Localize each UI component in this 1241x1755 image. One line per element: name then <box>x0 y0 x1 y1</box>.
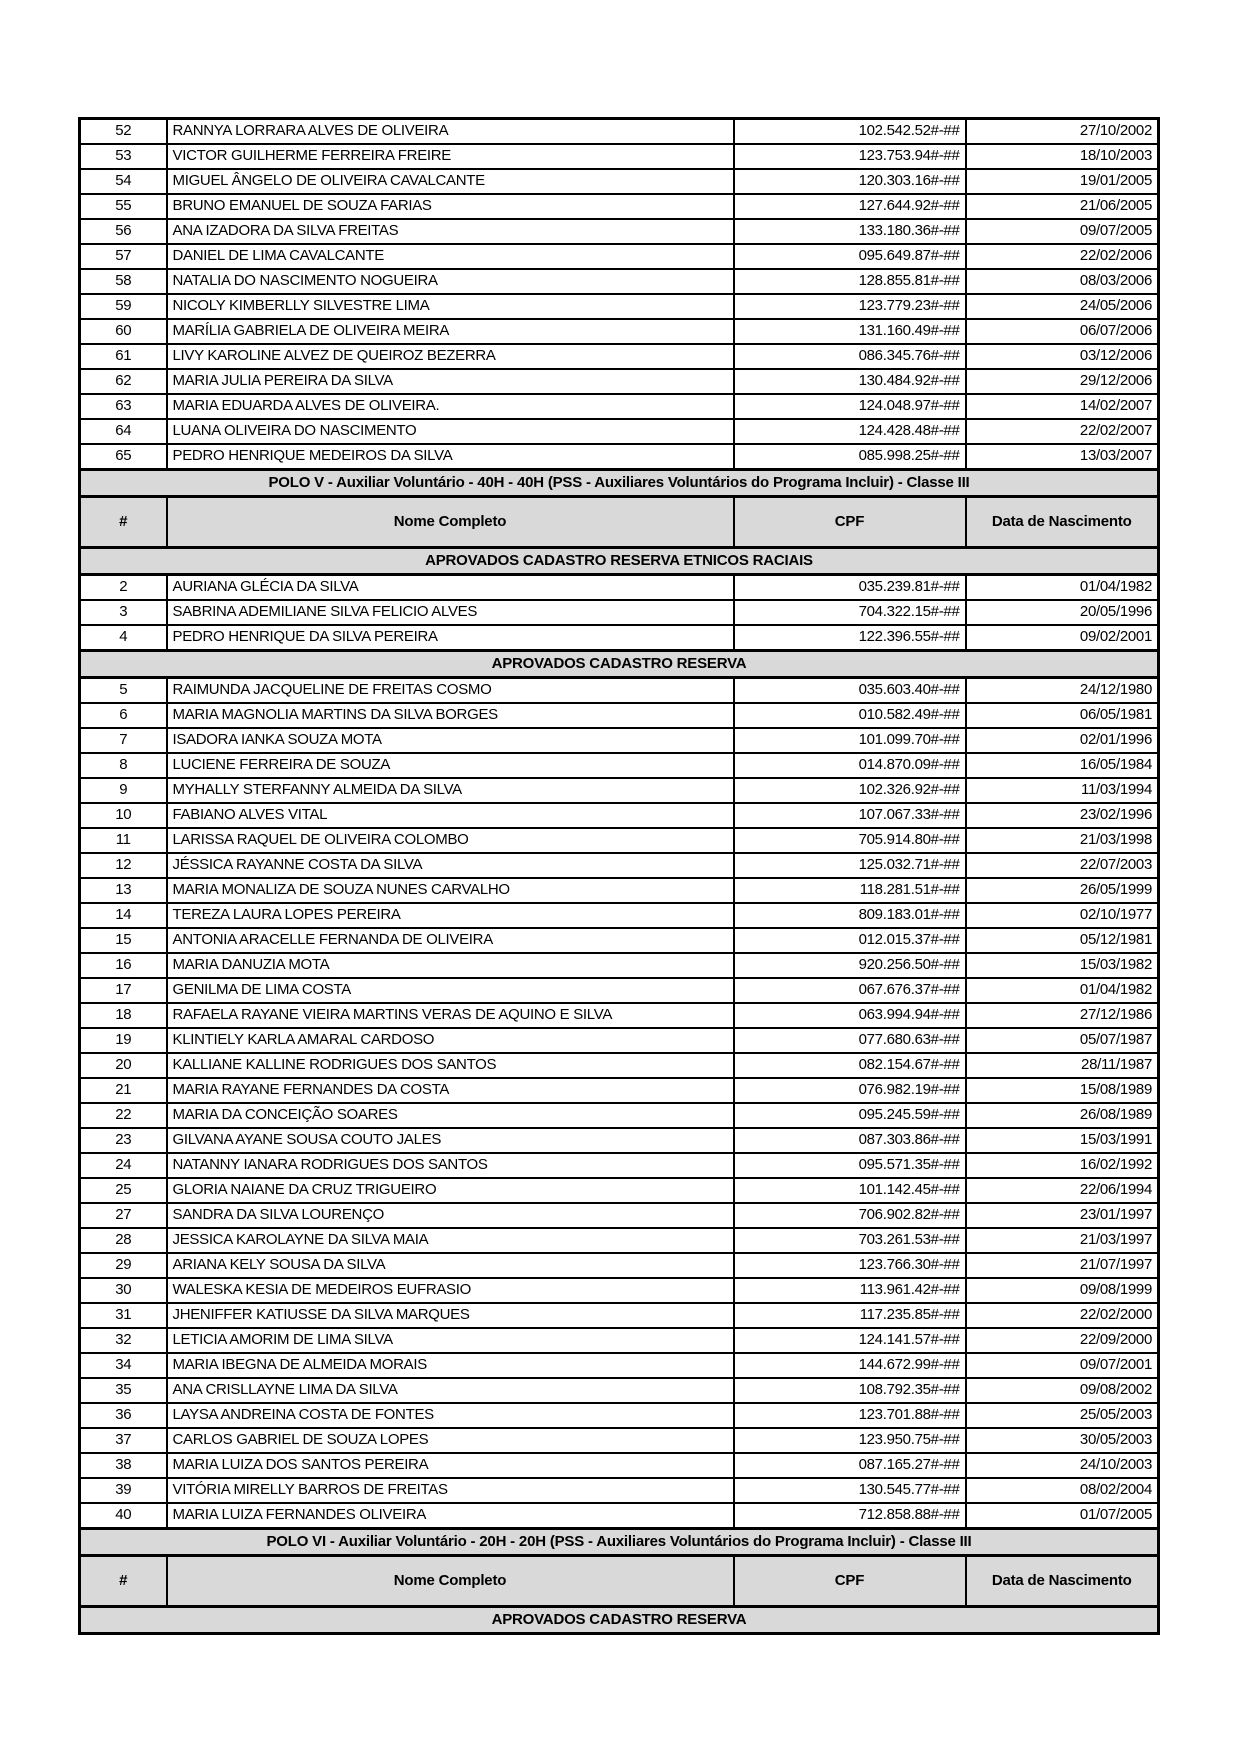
row-number-cell: 62 <box>80 369 167 394</box>
table-row <box>80 344 1159 369</box>
birthdate-cell: 09/08/1999 <box>966 1278 1159 1303</box>
birthdate-cell: 08/03/2006 <box>966 269 1159 294</box>
name-cell: ARIANA KELY SOUSA DA SILVA <box>167 1253 734 1278</box>
row-number-cell: 16 <box>80 953 167 978</box>
table-row <box>80 1228 1159 1253</box>
name-cell: LIVY KAROLINE ALVEZ DE QUEIROZ BEZERRA <box>167 344 734 369</box>
column-header-name: Nome Completo <box>167 1556 734 1607</box>
cpf-cell: 809.183.01#-## <box>734 903 966 928</box>
row-number-cell: 27 <box>80 1203 167 1228</box>
column-header-cpf: CPF <box>734 1556 966 1607</box>
table-row <box>80 419 1159 444</box>
name-cell: JESSICA KAROLAYNE DA SILVA MAIA <box>167 1228 734 1253</box>
table-row <box>80 1478 1159 1503</box>
cpf-cell: 128.855.81#-## <box>734 269 966 294</box>
birthdate-cell: 22/06/1994 <box>966 1178 1159 1203</box>
cpf-cell: 123.779.23#-## <box>734 294 966 319</box>
row-number-cell: 35 <box>80 1378 167 1403</box>
section-band-label: APROVADOS CADASTRO RESERVA <box>80 651 1159 678</box>
cpf-cell: 063.994.94#-## <box>734 1003 966 1028</box>
table-row <box>80 1103 1159 1128</box>
table-row <box>80 119 1159 145</box>
cpf-cell: 124.428.48#-## <box>734 419 966 444</box>
table-row <box>80 219 1159 244</box>
table-row <box>80 269 1159 294</box>
cpf-cell: 144.672.99#-## <box>734 1353 966 1378</box>
name-cell: ANA IZADORA DA SILVA FREITAS <box>167 219 734 244</box>
name-cell: SABRINA ADEMILIANE SILVA FELICIO ALVES <box>167 600 734 625</box>
column-header-name: Nome Completo <box>167 497 734 548</box>
birthdate-cell: 06/05/1981 <box>966 703 1159 728</box>
cpf-cell: 124.141.57#-## <box>734 1328 966 1353</box>
row-number-cell: 36 <box>80 1403 167 1428</box>
candidates-table <box>78 117 1160 1635</box>
section-band-row <box>80 1529 1159 1556</box>
table-row <box>80 1178 1159 1203</box>
row-number-cell: 18 <box>80 1003 167 1028</box>
row-number-cell: 34 <box>80 1353 167 1378</box>
section-band-row <box>80 470 1159 497</box>
name-cell: TEREZA LAURA LOPES PEREIRA <box>167 903 734 928</box>
name-cell: ANA CRISLLAYNE LIMA DA SILVA <box>167 1378 734 1403</box>
section-band-label: POLO VI - Auxiliar Voluntário - 20H - 20H (PSS - Auxiliares Voluntários do Programa Incluir) - Classe III <box>80 1529 1159 1556</box>
name-cell: NATANNY IANARA RODRIGUES DOS SANTOS <box>167 1153 734 1178</box>
table-row <box>80 1303 1159 1328</box>
birthdate-cell: 06/07/2006 <box>966 319 1159 344</box>
name-cell: FABIANO ALVES VITAL <box>167 803 734 828</box>
row-number-cell: 28 <box>80 1228 167 1253</box>
cpf-cell: 118.281.51#-## <box>734 878 966 903</box>
table-row <box>80 703 1159 728</box>
name-cell: MARIA LUIZA FERNANDES OLIVEIRA <box>167 1503 734 1529</box>
cpf-cell: 095.245.59#-## <box>734 1103 966 1128</box>
row-number-cell: 56 <box>80 219 167 244</box>
birthdate-cell: 16/02/1992 <box>966 1153 1159 1178</box>
table-row <box>80 319 1159 344</box>
birthdate-cell: 22/02/2006 <box>966 244 1159 269</box>
birthdate-cell: 29/12/2006 <box>966 369 1159 394</box>
name-cell: DANIEL DE LIMA CAVALCANTE <box>167 244 734 269</box>
birthdate-cell: 22/02/2007 <box>966 419 1159 444</box>
row-number-cell: 40 <box>80 1503 167 1529</box>
cpf-cell: 014.870.09#-## <box>734 753 966 778</box>
cpf-cell: 113.961.42#-## <box>734 1278 966 1303</box>
birthdate-cell: 30/05/2003 <box>966 1428 1159 1453</box>
cpf-cell: 127.644.92#-## <box>734 194 966 219</box>
cpf-cell: 108.792.35#-## <box>734 1378 966 1403</box>
name-cell: KLINTIELY KARLA AMARAL CARDOSO <box>167 1028 734 1053</box>
table-row <box>80 953 1159 978</box>
birthdate-cell: 09/02/2001 <box>966 625 1159 651</box>
row-number-cell: 53 <box>80 144 167 169</box>
birthdate-cell: 24/05/2006 <box>966 294 1159 319</box>
name-cell: VITÓRIA MIRELLY BARROS DE FREITAS <box>167 1478 734 1503</box>
column-header-num: # <box>80 1556 167 1607</box>
name-cell: LUCIENE FERREIRA DE SOUZA <box>167 753 734 778</box>
cpf-cell: 010.582.49#-## <box>734 703 966 728</box>
name-cell: GLORIA NAIANE DA CRUZ TRIGUEIRO <box>167 1178 734 1203</box>
row-number-cell: 19 <box>80 1028 167 1053</box>
table-row <box>80 194 1159 219</box>
table-row <box>80 1328 1159 1353</box>
cpf-cell: 117.235.85#-## <box>734 1303 966 1328</box>
row-number-cell: 32 <box>80 1328 167 1353</box>
cpf-cell: 130.484.92#-## <box>734 369 966 394</box>
table-row <box>80 1278 1159 1303</box>
row-number-cell: 58 <box>80 269 167 294</box>
birthdate-cell: 09/07/2001 <box>966 1353 1159 1378</box>
cpf-cell: 130.545.77#-## <box>734 1478 966 1503</box>
birthdate-cell: 28/11/1987 <box>966 1053 1159 1078</box>
name-cell: BRUNO EMANUEL DE SOUZA FARIAS <box>167 194 734 219</box>
table-row <box>80 625 1159 651</box>
table-row <box>80 244 1159 269</box>
row-number-cell: 38 <box>80 1453 167 1478</box>
row-number-cell: 64 <box>80 419 167 444</box>
row-number-cell: 6 <box>80 703 167 728</box>
column-header-birth: Data de Nascimento <box>966 1556 1159 1607</box>
row-number-cell: 21 <box>80 1078 167 1103</box>
row-number-cell: 55 <box>80 194 167 219</box>
section-band-label: APROVADOS CADASTRO RESERVA <box>80 1607 1159 1634</box>
name-cell: MIGUEL ÂNGELO DE OLIVEIRA CAVALCANTE <box>167 169 734 194</box>
name-cell: KALLIANE KALLINE RODRIGUES DOS SANTOS <box>167 1053 734 1078</box>
cpf-cell: 703.261.53#-## <box>734 1228 966 1253</box>
cpf-cell: 087.165.27#-## <box>734 1453 966 1478</box>
row-number-cell: 23 <box>80 1128 167 1153</box>
row-number-cell: 57 <box>80 244 167 269</box>
row-number-cell: 63 <box>80 394 167 419</box>
name-cell: PEDRO HENRIQUE DA SILVA PEREIRA <box>167 625 734 651</box>
row-number-cell: 11 <box>80 828 167 853</box>
row-number-cell: 25 <box>80 1178 167 1203</box>
birthdate-cell: 26/05/1999 <box>966 878 1159 903</box>
birthdate-cell: 05/12/1981 <box>966 928 1159 953</box>
cpf-cell: 125.032.71#-## <box>734 853 966 878</box>
name-cell: NATALIA DO NASCIMENTO NOGUEIRA <box>167 269 734 294</box>
name-cell: MARIA RAYANE FERNANDES DA COSTA <box>167 1078 734 1103</box>
cpf-cell: 123.950.75#-## <box>734 1428 966 1453</box>
section-band-row <box>80 548 1159 575</box>
name-cell: MARIA IBEGNA DE ALMEIDA MORAIS <box>167 1353 734 1378</box>
cpf-cell: 067.676.37#-## <box>734 978 966 1003</box>
table-row <box>80 1153 1159 1178</box>
name-cell: LAYSA ANDREINA COSTA DE FONTES <box>167 1403 734 1428</box>
birthdate-cell: 01/04/1982 <box>966 978 1159 1003</box>
table-row <box>80 1003 1159 1028</box>
row-number-cell: 65 <box>80 444 167 470</box>
name-cell: ANTONIA ARACELLE FERNANDA DE OLIVEIRA <box>167 928 734 953</box>
cpf-cell: 086.345.76#-## <box>734 344 966 369</box>
row-number-cell: 61 <box>80 344 167 369</box>
name-cell: VICTOR GUILHERME FERREIRA FREIRE <box>167 144 734 169</box>
name-cell: PEDRO HENRIQUE MEDEIROS DA SILVA <box>167 444 734 470</box>
cpf-cell: 712.858.88#-## <box>734 1503 966 1529</box>
birthdate-cell: 15/08/1989 <box>966 1078 1159 1103</box>
birthdate-cell: 27/12/1986 <box>966 1003 1159 1028</box>
cpf-cell: 706.902.82#-## <box>734 1203 966 1228</box>
birthdate-cell: 09/07/2005 <box>966 219 1159 244</box>
table-row <box>80 903 1159 928</box>
birthdate-cell: 14/02/2007 <box>966 394 1159 419</box>
table-row <box>80 878 1159 903</box>
name-cell: GILVANA AYANE SOUSA COUTO JALES <box>167 1128 734 1153</box>
birthdate-cell: 02/01/1996 <box>966 728 1159 753</box>
cpf-cell: 131.160.49#-## <box>734 319 966 344</box>
name-cell: SANDRA DA SILVA LOURENÇO <box>167 1203 734 1228</box>
cpf-cell: 123.701.88#-## <box>734 1403 966 1428</box>
birthdate-cell: 24/12/1980 <box>966 678 1159 704</box>
row-number-cell: 31 <box>80 1303 167 1328</box>
table-row <box>80 575 1159 601</box>
name-cell: RAFAELA RAYANE VIEIRA MARTINS VERAS DE AQUINO E SILVA <box>167 1003 734 1028</box>
table-row <box>80 1353 1159 1378</box>
row-number-cell: 37 <box>80 1428 167 1453</box>
name-cell: MARIA JULIA PEREIRA DA SILVA <box>167 369 734 394</box>
cpf-cell: 077.680.63#-## <box>734 1028 966 1053</box>
candidates-table-body <box>80 119 1159 1634</box>
birthdate-cell: 24/10/2003 <box>966 1453 1159 1478</box>
row-number-cell: 5 <box>80 678 167 704</box>
cpf-cell: 085.998.25#-## <box>734 444 966 470</box>
row-number-cell: 59 <box>80 294 167 319</box>
column-header-row <box>80 1556 1159 1607</box>
birthdate-cell: 16/05/1984 <box>966 753 1159 778</box>
table-row <box>80 1028 1159 1053</box>
row-number-cell: 17 <box>80 978 167 1003</box>
birthdate-cell: 13/03/2007 <box>966 444 1159 470</box>
name-cell: JHENIFFER KATIUSSE DA SILVA MARQUES <box>167 1303 734 1328</box>
row-number-cell: 9 <box>80 778 167 803</box>
cpf-cell: 082.154.67#-## <box>734 1053 966 1078</box>
cpf-cell: 920.256.50#-## <box>734 953 966 978</box>
name-cell: AURIANA GLÉCIA DA SILVA <box>167 575 734 601</box>
row-number-cell: 15 <box>80 928 167 953</box>
birthdate-cell: 23/02/1996 <box>966 803 1159 828</box>
birthdate-cell: 15/03/1991 <box>966 1128 1159 1153</box>
table-row <box>80 753 1159 778</box>
birthdate-cell: 20/05/1996 <box>966 600 1159 625</box>
column-header-row <box>80 497 1159 548</box>
name-cell: LUANA OLIVEIRA DO NASCIMENTO <box>167 419 734 444</box>
birthdate-cell: 01/07/2005 <box>966 1503 1159 1529</box>
row-number-cell: 39 <box>80 1478 167 1503</box>
cpf-cell: 124.048.97#-## <box>734 394 966 419</box>
row-number-cell: 29 <box>80 1253 167 1278</box>
table-row <box>80 369 1159 394</box>
name-cell: NICOLY KIMBERLLY SILVESTRE LIMA <box>167 294 734 319</box>
birthdate-cell: 27/10/2002 <box>966 119 1159 145</box>
row-number-cell: 24 <box>80 1153 167 1178</box>
name-cell: WALESKA KESIA DE MEDEIROS EUFRASIO <box>167 1278 734 1303</box>
table-row <box>80 169 1159 194</box>
table-row <box>80 728 1159 753</box>
column-header-cpf: CPF <box>734 497 966 548</box>
table-row <box>80 828 1159 853</box>
birthdate-cell: 21/07/1997 <box>966 1253 1159 1278</box>
table-row <box>80 678 1159 704</box>
cpf-cell: 120.303.16#-## <box>734 169 966 194</box>
birthdate-cell: 22/09/2000 <box>966 1328 1159 1353</box>
row-number-cell: 20 <box>80 1053 167 1078</box>
row-number-cell: 4 <box>80 625 167 651</box>
cpf-cell: 095.649.87#-## <box>734 244 966 269</box>
name-cell: LETICIA AMORIM DE LIMA SILVA <box>167 1328 734 1353</box>
table-row <box>80 1078 1159 1103</box>
row-number-cell: 12 <box>80 853 167 878</box>
cpf-cell: 035.239.81#-## <box>734 575 966 601</box>
name-cell: MARIA MONALIZA DE SOUZA NUNES CARVALHO <box>167 878 734 903</box>
birthdate-cell: 01/04/1982 <box>966 575 1159 601</box>
table-row <box>80 394 1159 419</box>
table-row <box>80 294 1159 319</box>
cpf-cell: 095.571.35#-## <box>734 1153 966 1178</box>
birthdate-cell: 09/08/2002 <box>966 1378 1159 1403</box>
cpf-cell: 122.396.55#-## <box>734 625 966 651</box>
cpf-cell: 123.753.94#-## <box>734 144 966 169</box>
cpf-cell: 101.099.70#-## <box>734 728 966 753</box>
name-cell: RAIMUNDA JACQUELINE DE FREITAS COSMO <box>167 678 734 704</box>
birthdate-cell: 26/08/1989 <box>966 1103 1159 1128</box>
name-cell: MARIA DA CONCEIÇÃO SOARES <box>167 1103 734 1128</box>
birthdate-cell: 21/03/1997 <box>966 1228 1159 1253</box>
birthdate-cell: 21/03/1998 <box>966 828 1159 853</box>
birthdate-cell: 02/10/1977 <box>966 903 1159 928</box>
row-number-cell: 8 <box>80 753 167 778</box>
table-row <box>80 1053 1159 1078</box>
birthdate-cell: 22/07/2003 <box>966 853 1159 878</box>
birthdate-cell: 03/12/2006 <box>966 344 1159 369</box>
section-band-label: POLO V - Auxiliar Voluntário - 40H - 40H (PSS - Auxiliares Voluntários do Programa Incluir) - Classe III <box>80 470 1159 497</box>
row-number-cell: 3 <box>80 600 167 625</box>
table-row <box>80 853 1159 878</box>
table-row <box>80 1453 1159 1478</box>
birthdate-cell: 15/03/1982 <box>966 953 1159 978</box>
cpf-cell: 076.982.19#-## <box>734 1078 966 1103</box>
name-cell: RANNYA LORRARA ALVES DE OLIVEIRA <box>167 119 734 145</box>
table-row <box>80 1378 1159 1403</box>
column-header-num: # <box>80 497 167 548</box>
table-row <box>80 1128 1159 1153</box>
section-band-label: APROVADOS CADASTRO RESERVA ETNICOS RACIAIS <box>80 548 1159 575</box>
birthdate-cell: 18/10/2003 <box>966 144 1159 169</box>
name-cell: MARÍLIA GABRIELA DE OLIVEIRA MEIRA <box>167 319 734 344</box>
row-number-cell: 7 <box>80 728 167 753</box>
name-cell: JÉSSICA RAYANNE COSTA DA SILVA <box>167 853 734 878</box>
name-cell: GENILMA DE LIMA COSTA <box>167 978 734 1003</box>
table-row <box>80 928 1159 953</box>
table-row <box>80 978 1159 1003</box>
table-row <box>80 144 1159 169</box>
name-cell: CARLOS GABRIEL DE SOUZA LOPES <box>167 1428 734 1453</box>
row-number-cell: 54 <box>80 169 167 194</box>
cpf-cell: 704.322.15#-## <box>734 600 966 625</box>
table-row <box>80 600 1159 625</box>
row-number-cell: 10 <box>80 803 167 828</box>
table-row <box>80 1253 1159 1278</box>
cpf-cell: 012.015.37#-## <box>734 928 966 953</box>
cpf-cell: 101.142.45#-## <box>734 1178 966 1203</box>
table-row <box>80 1403 1159 1428</box>
birthdate-cell: 05/07/1987 <box>966 1028 1159 1053</box>
cpf-cell: 123.766.30#-## <box>734 1253 966 1278</box>
table-row <box>80 444 1159 470</box>
name-cell: MYHALLY STERFANNY ALMEIDA DA SILVA <box>167 778 734 803</box>
cpf-cell: 035.603.40#-## <box>734 678 966 704</box>
cpf-cell: 107.067.33#-## <box>734 803 966 828</box>
table-row <box>80 1503 1159 1529</box>
section-band-row <box>80 1607 1159 1634</box>
name-cell: MARIA EDUARDA ALVES DE OLIVEIRA. <box>167 394 734 419</box>
cpf-cell: 102.542.52#-## <box>734 119 966 145</box>
row-number-cell: 14 <box>80 903 167 928</box>
row-number-cell: 2 <box>80 575 167 601</box>
name-cell: ISADORA IANKA SOUZA MOTA <box>167 728 734 753</box>
row-number-cell: 30 <box>80 1278 167 1303</box>
row-number-cell: 13 <box>80 878 167 903</box>
birthdate-cell: 23/01/1997 <box>966 1203 1159 1228</box>
row-number-cell: 52 <box>80 119 167 145</box>
birthdate-cell: 22/02/2000 <box>966 1303 1159 1328</box>
name-cell: MARIA LUIZA DOS SANTOS PEREIRA <box>167 1453 734 1478</box>
cpf-cell: 133.180.36#-## <box>734 219 966 244</box>
cpf-cell: 705.914.80#-## <box>734 828 966 853</box>
section-band-row <box>80 651 1159 678</box>
birthdate-cell: 19/01/2005 <box>966 169 1159 194</box>
name-cell: MARIA DANUZIA MOTA <box>167 953 734 978</box>
birthdate-cell: 11/03/1994 <box>966 778 1159 803</box>
row-number-cell: 22 <box>80 1103 167 1128</box>
table-row <box>80 803 1159 828</box>
birthdate-cell: 21/06/2005 <box>966 194 1159 219</box>
cpf-cell: 102.326.92#-## <box>734 778 966 803</box>
name-cell: MARIA MAGNOLIA MARTINS DA SILVA BORGES <box>167 703 734 728</box>
cpf-cell: 087.303.86#-## <box>734 1128 966 1153</box>
table-row <box>80 778 1159 803</box>
table-row <box>80 1203 1159 1228</box>
table-row <box>80 1428 1159 1453</box>
birthdate-cell: 08/02/2004 <box>966 1478 1159 1503</box>
column-header-birth: Data de Nascimento <box>966 497 1159 548</box>
row-number-cell: 60 <box>80 319 167 344</box>
name-cell: LARISSA RAQUEL DE OLIVEIRA COLOMBO <box>167 828 734 853</box>
birthdate-cell: 25/05/2003 <box>966 1403 1159 1428</box>
